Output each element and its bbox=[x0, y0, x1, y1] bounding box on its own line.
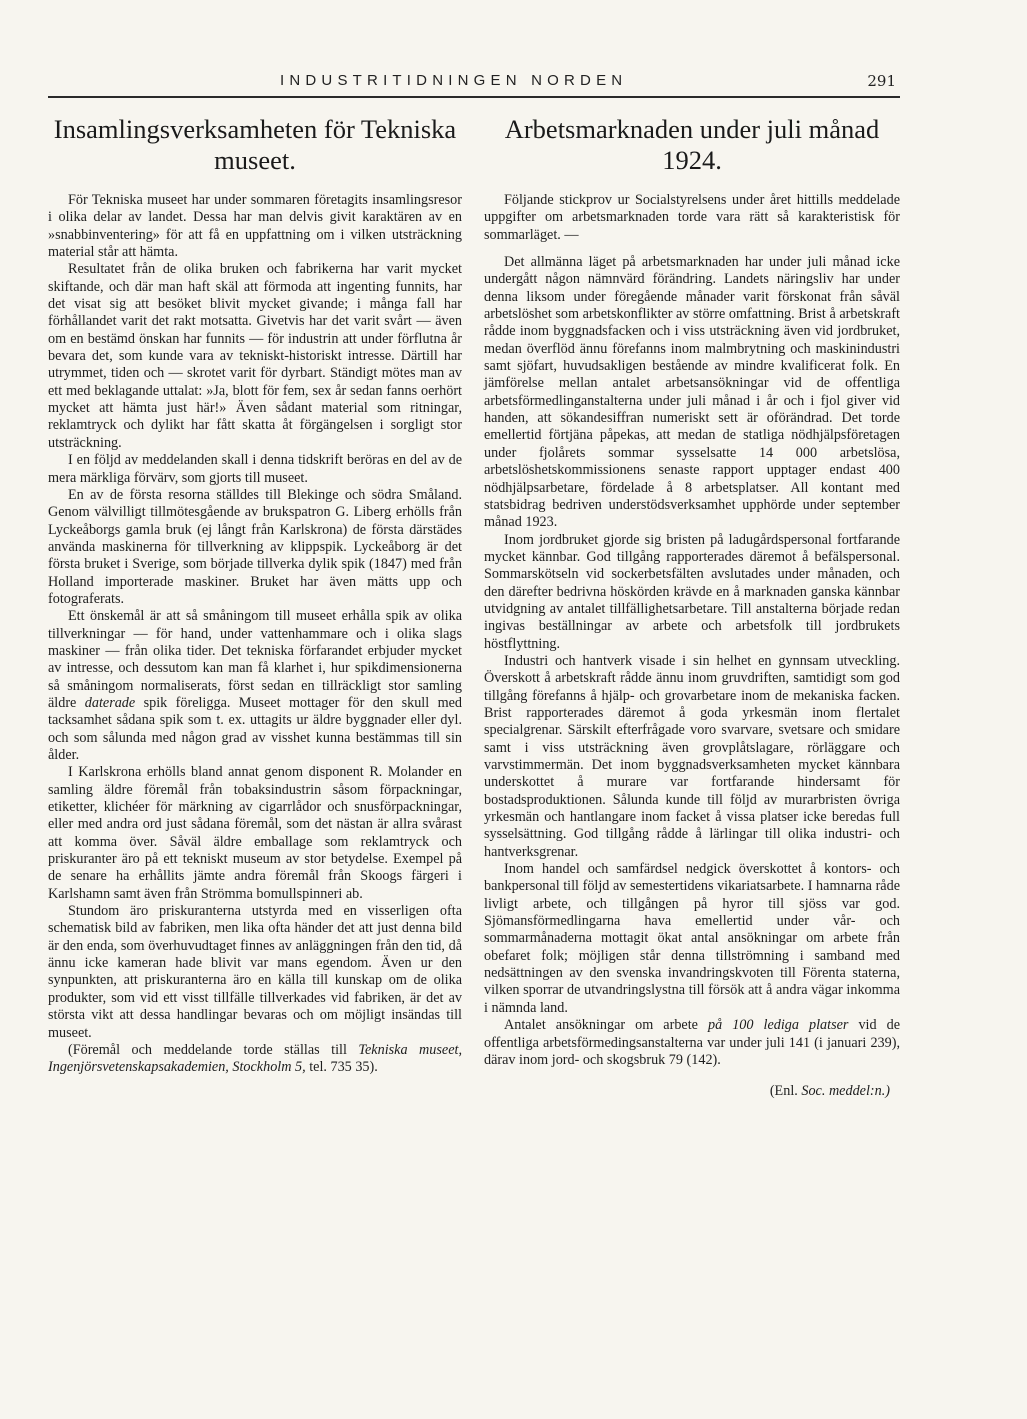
right-intro: Följande stickprov ur Socialstyrelsens under året hittills meddelade uppgifter om arbetsmarknaden torde vara rätt så karakteristisk för sommarläget. — bbox=[484, 192, 900, 243]
right-paragraph-4: Inom handel och samfärdsel nedgick överskottet å kontors- och bankpersonal till följd av semestertidens vikariatsarbete. I hamnarna råde livligt arbete, och tillgången på hyror till sjöss var god. Sjömansförmedlingarna hava emellertid under vår- och sommarmånaderna mottagit ökat antal ansökningar om arbete från obefaret folk; möjligen står denna tillströmning i samband med nedsättningen av den svenska invandringskvoten till Förenta staterna, vilken sporrar de utvandringslystna till försök att å andra vägar inkomma i nämnda land. bbox=[484, 861, 900, 1016]
left-contact-note bbox=[48, 1042, 462, 1077]
left-paragraph-6: I Karlskrona erhölls bland annat genom disponent R. Molander en samling äldre föremål från tobaksindustrin såsom förpackningar, etiketter, klichéer för märkning av cigarrlådor och snusförpackningar, eller med andra ord just sådana föremål, som det nästan är allra svårast att komma över. Såväl äldre emballage som reklamtryck och priskuranter äro på ett tekniskt museum av stor betydelse. Exempel på de senare ha erhållits jämte andra föremål från Skoogs färgeri i Karlshamn samt även från Strömma bomullspinneri ab. bbox=[48, 764, 462, 902]
left-paragraph-7: Stundom äro priskuranterna utstyrda med en visserligen ofta schematisk bild av fabriken, men lika ofta händer det att just denna bild är den enda, som överhuvudtaget finnes av anläggningen från den tid, då ännu icke kameran hade blivit var mans egendom. Även ur den synpunkten, att priskuranterna äro en källa till kunskap om de olika produkter, som vid ett visst tillfälle tillverkades vid fabriken, är det av största vikt att dessa handlingar bevaras och om möjligt insändas till museet. bbox=[48, 903, 462, 1041]
section-gap bbox=[484, 244, 900, 254]
source-italic: Soc. meddel:n.) bbox=[801, 1083, 890, 1100]
right-paragraph-1: Det allmänna läget på arbetsmarknaden har under juli månad icke undergått någon nämnvärd förändring. Landets näringsliv har under denna liksom under föregående månader varit förskonat från såväl arbetslöshet som arbetskonflikter av större omfattning. Brist å arbetskraft rådde inom byggnadsfacken och i viss utsträckning även vid jordbruket, medan överflöd ännu förefanns inom malmbrytning och maskinindustri samt sjöfart, huvudsakligen bestående av mindre kvalificerat folk. En jämförelse mellan antalet arbetsansökningar vid de offentliga arbetsförmedlinganstalterna under juli månad i år och i fjol giver vid handen, att sökandesiffran numeriskt sett är oförändrad. Det torde emellertid förtjäna påpekas, att medan de statliga nödhjälpsföretagen under fjolårets sommar sysselsatte 14 000 arbetslösa, arbetslöshetskommissionens senaste rapport upptager endast 400 nödhjälpsarbetare, fördelade å 8 arbetsplatser. All kontant med statsbidrag bedriven understödsverksamhet upphörde under september månad 1923. bbox=[484, 254, 900, 531]
source-prefix: (Enl. bbox=[769, 1083, 802, 1100]
right-paragraph-2: Inom jordbruket gjorde sig bristen på ladugårdspersonal fortfarande mycket kännbar. God tillgång rapporterades däremot å befälspersonal. Sommarskötseln vid sockerbetsfälten avslutades under månaden, och den därefter bedrivna höskörden krävde en å marknaden ganska kännbar utvidgning av antalet tillfällighetsarbetare. Till anstalterna började redan ingivas beställningar av arbete och arbetsfolk till jordbrukets höstflyttning. bbox=[484, 531, 900, 652]
right-paragraph-5-end: vid de offentliga arbetsförmedingsanstalterna var under juli 141 (i januari 239), därav inom jord- och skogsbruk 79 (142). bbox=[484, 1017, 900, 1068]
left-paragraph-1: För Tekniska museet har under sommaren företagits insamlingsresor i olika delar av landet. Dessa har man delvis givit karaktären av en »snabbinventering» för att få en uppfattning om i vilken utsträckning material står att hämta. bbox=[48, 192, 462, 261]
source-attribution bbox=[484, 1083, 900, 1100]
page-header bbox=[48, 66, 900, 98]
left-paragraph-5-tail: spik föreligga. Museet mottager för den skull med tacksamhet sådana spik som t. ex. uttagits ur äldre byggnader eller dyl. och som sålunda med någon grad av visshet kunna bestämmas till sin ålder. bbox=[48, 694, 463, 763]
italic-daterade: daterade bbox=[84, 694, 136, 711]
contact-phone: tel. 735 35). bbox=[305, 1059, 378, 1076]
right-article-title: Arbetsmarknaden under juli månad 1924. bbox=[504, 114, 880, 175]
left-paragraph-5 bbox=[48, 608, 462, 764]
running-title: INDUSTRITIDNINGEN NORDEN bbox=[280, 72, 628, 89]
contact-address: Tekniska museet, Ingenjörsvetenskapsakademien, Stockholm 5, bbox=[48, 1041, 462, 1076]
right-paragraph-3: Industri och hantverk visade i sin helhet en gynnsam utveckling. Överskott å arbetskraft rådde ännu inom gruvdriften, samtidigt som god tillgång förefanns å hjälp- och grovarbetare inom de mekaniska facken. Brist rapporterades däremot å goda yrkesmän inom flertalet specialgrenar. Särskilt efterfrågade voro svarvare, svetsare och smidare samt i viss utsträckning även grovplåtslagare, rörläggare och varvstimmermän. Det inom byggnadsverksamheten mycket kännbara underskottet å murare var fortfarande hindersamt för bostadsproduktionen. Sålunda kunde till följd av murarbristen övriga yrkesmän och hantlangare inom facket å vissa platser icke beredas full sysselsättning. God tillgång rådde å lärlingar till olika industri- och hantverksgrenar. bbox=[484, 652, 900, 860]
left-paragraph-2: Resultatet från de olika bruken och fabrikerna har varit mycket skiftande, och där man haft skäl att förmoda att ingenting funnits, har det visat sig att besöket blivit mycket givande; i många fall har förhållandet varit det rakt motsatta. Givetvis har det varit svårt — även om en bestämd önskan har funnits — för industrin att under förflutna år bevara det, som kunde vara av tekniskt-historiskt intresse. Därtill har utrymmet, tiden och — skrotet varit för dyrbart. Ständigt mötes man av ett med beklagande uttalat: »Ja, blott för fem, sex år sedan fanns oerhört mycket att hämta just här!» Även sådant material som ritningar, reklamtryck och dylikt har fått skatta åt förgängelsen i sorgligt stor utsträckning. bbox=[48, 261, 462, 451]
left-article-title: Insamlingsverksamheten för Tekniska museet. bbox=[53, 114, 457, 175]
left-paragraph-4: En av de första resorna ställdes till Blekinge och södra Småland. Genom välvilligt tillmötesgående av brukspatron G. Liberg erhölls från Lyckeåborgs gamla bruk (ej långt från Karlskrona) de första därstädes använda maskinerna för tillverkning av klippspik. Lyckeåborg är det första bruket i Sverige, som började tillverka dylik spik (1847) med från Holland importerade maskiner. Bruket har även mätts upp och fotograferats. bbox=[48, 486, 462, 607]
left-paragraph-5-text: Ett önskemål är att så småningom till museet erhålla spik av olika tillverkningar — för hand, under vattenhammare och i olika slags maskiner — från olika tider. Det tekniska förfarandet erbjuder mycket av intresse, och dessutom kan man få klarhet i, hur spikdimensionerna så småningom normaliserats, först sedan en tillräckligt stor samling äldre bbox=[48, 608, 462, 711]
right-paragraph-5 bbox=[484, 1017, 900, 1069]
right-column bbox=[484, 114, 900, 1101]
page-number: 291 bbox=[867, 72, 896, 90]
right-paragraph-5-italic: på 100 lediga platser bbox=[708, 1017, 849, 1034]
right-paragraph-5-start: Antalet ansökningar om arbete bbox=[504, 1017, 708, 1034]
contact-lead: (Föremål och meddelande torde ställas till bbox=[68, 1041, 359, 1058]
left-column bbox=[48, 114, 462, 1077]
left-paragraph-3: I en följd av meddelanden skall i denna tidskrift beröras en del av de mera märkliga förvärv, som gjorts till museet. bbox=[48, 452, 462, 486]
